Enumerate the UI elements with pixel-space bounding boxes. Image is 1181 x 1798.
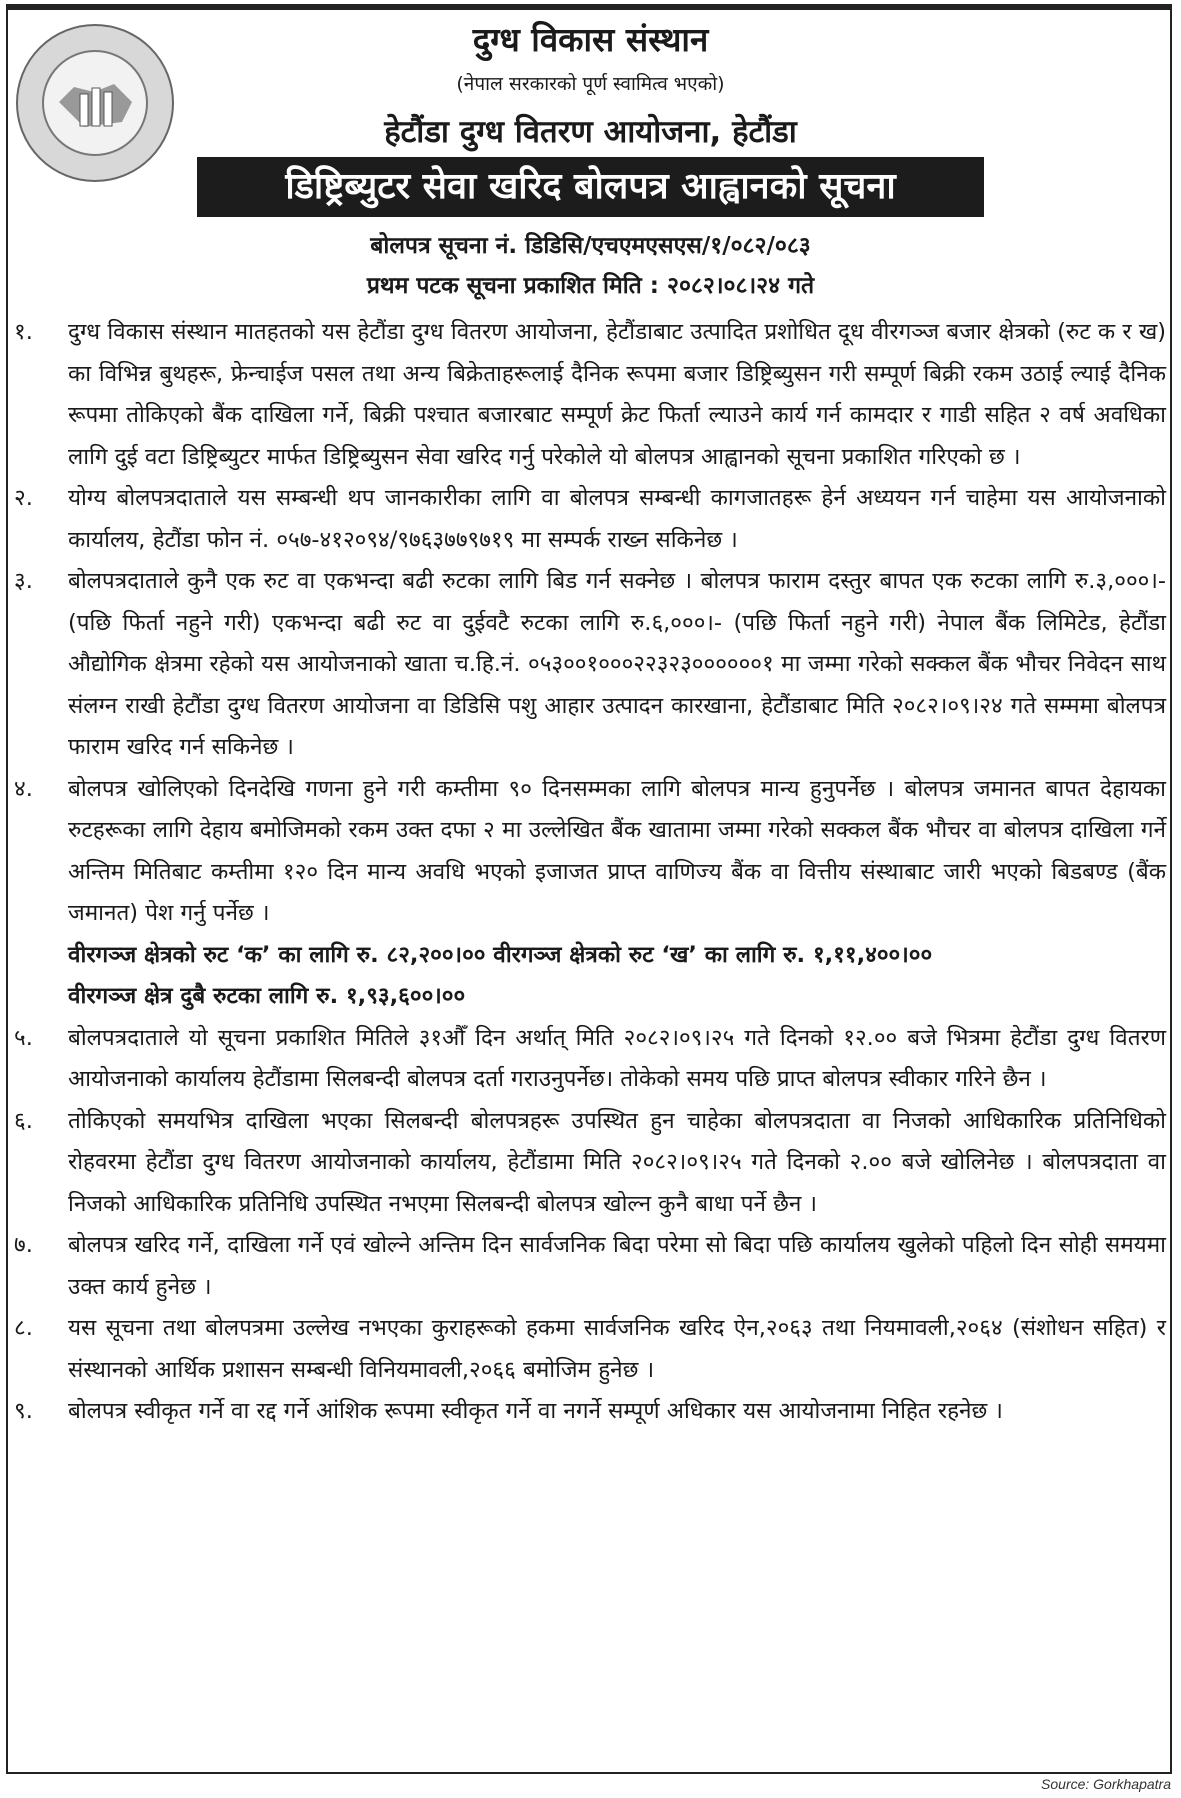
clause-number: ७.	[14, 1232, 33, 1258]
clause-text: तोकिएको समयभित्र दाखिला भएका सिलबन्दी बोलपत्रहरू उपस्थित हुन चाहेका बोलपत्रदाता वा निजको आधिकारिक प्रतिनिधिको रोहवरमा हेटौंडा दुग्ध वितरण आयोजनाको कार्यालय, हेटौंडामा मिति २०८२।०९।२५ गते दिनको २.०० बजे खोलिनेछ । बोलपत्रदाता वा निजको आधिकारिक प्रतिनिधि उपस्थित नभएमा सिलबन्दी बोलपत्र खोल्न कुनै बाधा पर्ने छैन ।	[68, 1107, 1166, 1217]
clause-text: दुग्ध विकास संस्थान मातहतको यस हेटौंडा दुग्ध वितरण आयोजना, हेटौंडाबाट उत्पादित प्रशोधित दूध वीरगञ्ज बजार क्षेत्रको (रुट क र ख) का विभिन्न बुथहरू, फ्रेन्चाईज पसल तथा अन्य बिक्रेताहरूलाई दैनिक रूपमा बजार डिष्ट्रिब्युसन गरी सम्पूर्ण बिक्री रकम उठाई ल्याई दैनिक रूपमा तोकिएको बैंक दाखिला गर्ने, बिक्री पश्चात बजारबाट सम्पूर्ण क्रेट फिर्ता ल्याउने कार्य गर्न कामदार र गाडी सहित २ वर्ष अवधिका लागि दुई वटा डिष्ट्रिब्युटर मार्फत डिष्ट्रिब्युसन सेवा खरिद गर्नु परेकोले यो बोलपत्र आह्वानको सूचना प्रकाशित गरिएको छ ।	[68, 319, 1166, 470]
clause-3	[14, 561, 1166, 769]
clause-9	[14, 1391, 1166, 1433]
clause-number: ६.	[14, 1107, 33, 1134]
source-credit: Source: Gorkhapatra	[1041, 1776, 1171, 1792]
clause-text: बोलपत्र खरिद गर्ने, दाखिला गर्ने एवं खोल्ने अन्तिम दिन सार्वजनिक बिदा परेमा सो बिदा पछि कार्यालय खुलेको पहिलो दिन सोही समयमा उक्त कार्य हुनेछ ।	[68, 1232, 1166, 1300]
notice-title-banner: डिष्ट्रिब्युटर सेवा खरिद बोलपत्र आह्वानको सूचना	[197, 157, 984, 217]
notice-number: बोलपत्र सूचना नं. डिडिसि/एचएमएसएस/१/०८२/०८३	[370, 233, 811, 259]
clause-text: बोलपत्र स्वीकृत गर्ने वा रद्द गर्ने आंशिक रूपमा स्वीकृत गर्ने वा नगर्ने सम्पूर्ण अधिकार यस आयोजनामा निहित रहनेछ ।	[68, 1398, 1003, 1424]
clause-number: ३.	[14, 568, 33, 594]
clause-7	[14, 1225, 1166, 1308]
clause-text: योग्य बोलपत्रदाताले यस सम्बन्धी थप जानकारीका लागि वा बोलपत्र सम्बन्धी कागजातहरू हेर्न अध्ययन गर्न चाहेमा यस आयोजनाको कार्यालय, हेटौंडा फोन नं. ०५७-४१२०९४/९७६३७७९७१९ मा सम्पर्क राख्न सकिनेछ ।	[68, 485, 1166, 553]
clause-1	[14, 312, 1166, 478]
publication-date: प्रथम पटक सूचना प्रकाशित मिति : २०८२।०८।२४ गते	[366, 273, 815, 299]
clause-8	[14, 1308, 1166, 1391]
clause-text: बोलपत्रदाताले कुनै एक रुट वा एकभन्दा बढी रुटका लागि बिड गर्न सक्नेछ । बोलपत्र फाराम दस्तुर बापत एक रुटका लागि रु.३,०००।- (पछि फिर्ता नहुने गरी) एकभन्दा बढी रुट वा दुईवटै रुटका लागि रु.६,०००।- (पछि फिर्ता नहुने गरी) नेपाल बैंक लिमिटेड, हेटौंडा औद्योगिक क्षेत्रमा रहेको यस आयोजनाको खाता च.हि.नं. ०५३००१०००२२३२३००००००१ मा जम्मा गरेको सक्कल बैंक भौचर निवेदन साथ संलग्न राखी हेटौंडा दुग्ध वितरण आयोजना वा डिडिसि पशु आहार उत्पादन कारखाना, हेटौंडाबाट मिति २०८२।०९।२४ गते सम्ममा बोलपत्र फाराम खरिद गर्न सकिनेछ ।	[68, 568, 1166, 760]
clause-5	[14, 1018, 1166, 1101]
project-name: हेटौंडा दुग्ध वितरण आयोजना, हेटौंडा	[384, 114, 797, 150]
clause-text: यस सूचना तथा बोलपत्रमा उल्लेख नभएका कुराहरूको हकमा सार्वजनिक खरिद ऐन,२०६३ तथा नियमावली,२०६४ (संशोधन सहित) र संस्थानको आर्थिक प्रशासन सम्बन्धी विनियमावली,२०६६ बमोजिम हुनेछ ।	[68, 1315, 1166, 1383]
clause-6	[14, 1101, 1166, 1226]
clause-number: ४.	[14, 775, 33, 802]
clause-number: २.	[14, 485, 33, 511]
clause-number: ९.	[14, 1398, 33, 1424]
clause-number: १.	[14, 319, 33, 345]
bid-bond-amounts-route: वीरगञ्ज क्षेत्रको रुट ‘क’ का लागि रु. ८२,२००।०० वीरगञ्ज क्षेत्रको रुट ‘ख’ का लागि रु. १,११,४००।००	[68, 941, 933, 968]
notice-body	[14, 312, 1166, 1433]
bid-bond-amount-both: वीरगञ्ज क्षेत्र दुबै रुटका लागि रु. १,९३,६००।००	[68, 983, 466, 1009]
clause-number: ५.	[14, 1024, 33, 1051]
ownership-subtitle: (नेपाल सरकारको पूर्ण स्वामित्व भएको)	[456, 73, 725, 95]
organization-name: दुग्ध विकास संस्थान	[472, 20, 709, 59]
clause-text: बोलपत्रदाताले यो सूचना प्रकाशित मितिले ३१औँ दिन अर्थात् मिति २०८२।०९।२५ गते दिनको १२.०० बजे भित्रमा हेटौंडा दुग्ध वितरण आयोजनाको कार्यालय हेटौंडामा सिलबन्दी बोलपत्र दर्ता गराउनुपर्नेछ। तोकेको समय पछि प्राप्त बोलपत्र स्वीकार गरिने छैन ।	[68, 1024, 1166, 1092]
clause-4	[14, 769, 1166, 935]
clause-number: ८.	[14, 1315, 33, 1341]
clause-text: बोलपत्र खोलिएको दिनदेखि गणना हुने गरी कम्तीमा ९० दिनसम्मका लागि बोलपत्र मान्य हुनुपर्नेछ । बोलपत्र जमानत बापत देहायका रुटहरूका लागि देहाय बमोजिमको रकम उक्त दफा २ मा उल्लेखित बैंक खातामा जम्मा गरेको सक्कल बैंक भौचर वा बोलपत्र दाखिला गर्ने अन्तिम मितिबाट कम्तीमा १२० दिन मान्य अवधि भएको इजाजत प्राप्त वाणिज्य बैंक वा वित्तीय संस्थाबाट जारी भएको बिडबण्ड (बैंक जमानत) पेश गर्नु पर्नेछ ।	[68, 775, 1166, 926]
clause-2	[14, 478, 1166, 561]
